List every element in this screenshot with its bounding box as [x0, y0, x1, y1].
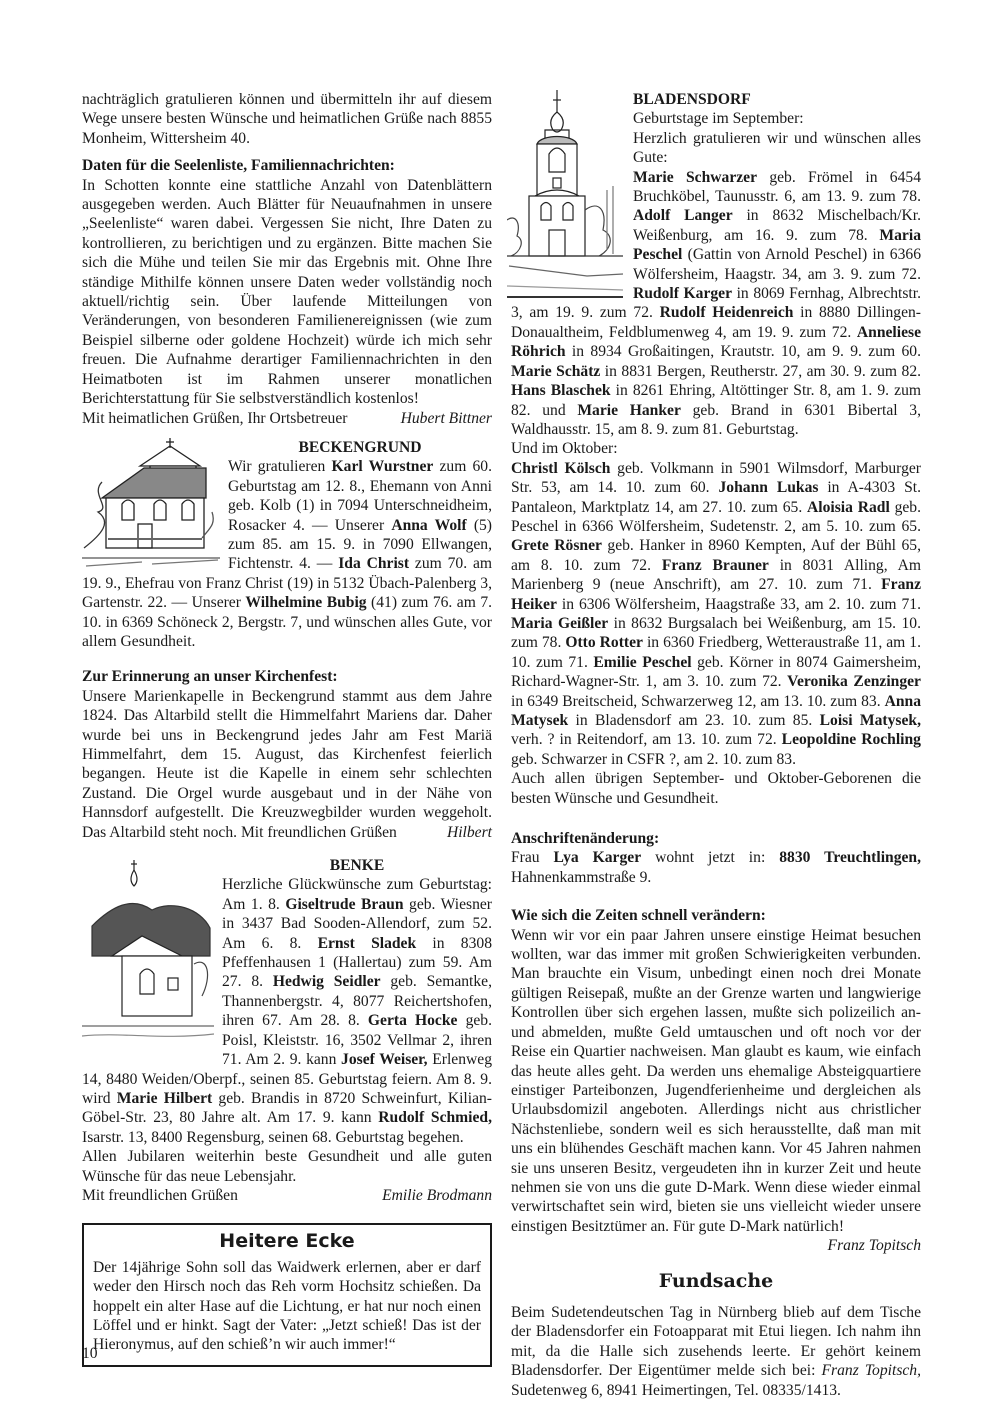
left-column: [82, 90, 492, 1367]
bladensdorf-october-heading: Und im Oktober:: [511, 440, 618, 458]
church-illustration: [507, 90, 623, 302]
church-drawing: [507, 90, 623, 302]
chapel-drawing: [82, 438, 220, 570]
seelenliste-body: In Schotten konnte eine stattliche Anzahl von Datenblättern ausgegeben werden. Auch Blätter für Neuaufnahmen in unsere „Seelenliste“ waren dabei. Vergessen Sie nicht, Ihre Daten zu kontrollieren, zu berichtigen und zu ergänzen. Bitte machen Sie sich die Mühe und teilen Sie mir das Ergebnis mit. Ohne Ihre ständige Mithilfe können unsere Daten weder vollständig noch aktuell/richtig sein. Über laufende Mitteilungen von Veränderungen, von besonderen Familienereignissen (wie zum Beispiel silberne oder goldene Hochzeit) würde ich mich sehr freuen. Die Aufnahme derartiger Familiennachrichten in den Heimatboten ist im Rahmen unserer monatlichen Berichterstattung für Sie selbstverständlich kostenlos!: [82, 176, 492, 408]
heitere-ecke-body: Der 14jährige Sohn soll das Waidwerk erlernen, aber er darf weder den Hirsch noch das Reh vorm Hochsitz schießen. Da hoppelt ein alter Hase auf die Lichtung, er hat nur noch einen Löffel und er hinkt. Sagt der Vater: „Jetzt schieß! Das ist der Hieronymus, auf den schieß’n wir auch immer!“: [93, 1258, 481, 1354]
benke-signoff: [82, 1186, 492, 1205]
bladensdorf-greet: Herzlich gratulieren wir und wünschen alles Gute:: [633, 129, 921, 167]
seelenliste-closing: Mit heimatlichen Grüßen, Ihr Ortsbetreuer: [82, 409, 348, 427]
page-number: 10: [82, 1345, 98, 1362]
zeiten-heading: Wie sich die Zeiten schnell verändern:: [511, 907, 766, 925]
heitere-ecke-box: [82, 1223, 492, 1366]
heitere-ecke-title: Heitere Ecke: [219, 1230, 355, 1253]
benke-section: [82, 856, 492, 1205]
right-column: [511, 90, 921, 1400]
seelenliste-heading: Daten für die Seelenliste, Familiennachrichten:: [82, 157, 395, 175]
fundsache-title: Fundsache: [658, 1269, 774, 1292]
bladensdorf-section: [511, 90, 921, 808]
benke-body: Herzliche Glückwünsche zum Geburtstag: Am 1. 8. Giseltrude Braun geb. Wiesner in 3437 Bad Sooden-Allendorf, zum 52. Am 6. 8. Ernst Sladek in 8308 Pfeffenhausen 1 (Hallertau) zum 59. Am 27. 8. Hedwig Seidler geb. Semantke, Thannenbergstr. 4, 8077 Reichertshofen, ihren 67. Am 28. 8. Gerta Hocke geb. Poisl, Kleiststr. 16, 3502 Vellmar 2, ihren 71. Am 2. 9. kann Josef Weiser, Erlenweg 14, 8480 Weiden/Oberpf., seinen 85. Geburtstag feiern. Am 8. 9. wird Marie Hilbert geb. Brandis in 8720 Schweinfurt, Kilian-Göbel-Str. 23, 80 Jahre alt. Am 17. 9. kann Rudolf Schmied, Isarstr. 13, 8400 Regensburg, seinen 68. Geburtstag begehen.: [82, 876, 492, 1146]
anschrift-heading: Anschriftenänderung:: [511, 830, 660, 848]
bladensdorf-title: BLADENSDORF: [633, 91, 751, 108]
bladensdorf-september-list: Marie Schwarzer geb. Frömel in 6454 Bruchköbel, Taunusstr. 6, am 13. 9. zum 78. Adolf Langer in 8632 Mischelbach/Kr. Weißenburg, am 16. 9. zum 78. Maria Peschel (Gattin von Arnold Peschel) in 6366 Wölfersheim, Haagstr. 34, am 3. 9. zum 72. Rudolf Karger in 8069 Fernhag, Albrechtstr. 3, am 19. 9. zum 72. Rudolf Heidenreich in 8880 Dillingen-Donaualtheim, Feldblumenweg 4, am 19. 9. zum 72. Anneliese Röhrich in 8934 Großaitingen, Krautstr. 10, am 9. 9. zum 60. Marie Schätz in 8831 Bergen, Reutherstr. 27, am 30. 9. zum 82. Hans Blaschek in 8261 Ehring, Altöttinger Str. 8, am 1. 9. zum 82. und Marie Hanker geb. Brand in 6301 Bibertal 3, Waldhausstr. 15, am 8. 9. zum 81. Geburtstag.: [511, 168, 922, 438]
beckengrund-section: [82, 438, 492, 651]
seelenliste-signature: Hubert Bittner: [400, 409, 492, 427]
kirchenfest-heading: Zur Erinnerung an unser Kirchenfest:: [82, 668, 338, 686]
kirchenfest-signature: Hilbert: [446, 823, 492, 841]
kirchenfest-body: Unsere Marienkapelle in Beckengrund stammt aus dem Jahre 1824. Das Altarbild stellt die Himmelfahrt Mariens dar. Daher wurde bei uns in Beckengrund jedes Jahr am Fest Mariä Himmelfahrt, dem 15. August, das Kirchenfest feierlich begangen. Heute ist die Kapelle in einem sehr schlechten Zustand. Die Orgel wurde ausgebaut und in der Nähe von Hannsdorf aufgestellt. Die Kreuzwegbilder wurden weggeholt. Das Altarbild steht noch. Mit freundlichen Grüßen Hilbert: [82, 687, 492, 841]
bladensdorf-rest: Auch allen übrigen September- und Oktober-Geborenen die besten Wünsche und Gesundheit.: [511, 770, 921, 807]
chapel-illustration: [82, 438, 220, 570]
benke-signature: Emilie Brodmann: [382, 1186, 492, 1204]
beckengrund-body: Wir gratulieren Karl Wurstner zum 60. Geburtstag am 12. 8., Ehemann von Anni geb. Kolb (1) in 7094 Unterschneidheim, Rosacker 4. — Unserer Anna Wolf (5) zum 85. am 15. 9. in 7090 Ellwangen, Fichtenstr. 4. — Ida Christ zum 70. am 19. 9., Ehefrau von Franz Christ (19) in 5132 Übach-Palenberg 3, Gartenstr. 22. — Unserer Wilhelmine Bubig (41) zum 76. am 7. 10. in 6369 Schöneck 2, Bergstr. 7, und wünschen alles Gute, vor allem Gesundheit.: [82, 458, 493, 650]
anschrift-body: Frau Lya Karger wohnt jetzt in: 8830 Treuchtlingen, Hahnenkammstraße 9.: [511, 849, 921, 886]
fundsache-body: Beim Sudetendeutschen Tag in Nürnberg blieb auf dem Tische der Bladensdorfer ein Fotoapparat mit Etui liegen. Ich nahm ihn mit, da die Halle sich zusehends leerte. Er gehört keinem Bladensdorfer. Der Eigentümer melde sich bei: Franz Topitsch, Sudetenweg 6, 8941 Heimertingen, Tel. 08335/1413.: [511, 1303, 922, 1399]
zeiten-signature: Franz Topitsch: [827, 1237, 921, 1255]
seelenliste-signoff: [82, 409, 492, 428]
bladensdorf-october-list: Christl Kölsch geb. Volkmann in 5901 Wilmsdorf, Marburger Str. 53, am 14. 10. zum 60. Johann Lukas in A-4303 St. Pantaleon, Marktplatz 14, am 27. 10. zum 65. Aloisia Radl geb. Peschel in 6366 Wölfersheim, Sudetenstr. 2, am 5. 10. zum 65. Grete Rösner geb. Hanker in 8960 Kempten, Auf der Bühl 65, am 8. 10. zum 72. Franz Brauner in 8031 Alling, Am Marienberg 9 (neue Anschrift), am 27. 10. zum 71. Franz Heiker in 6306 Wölfersheim, Haagstraße 33, am 2. 10. zum 71. Maria Geißler in 8632 Burgsalach bei Weißenburg, am 15. 10. zum 78. Otto Rotter in 6360 Friedberg, Wetteraustraße 11, am 1. 10. zum 71. Emilie Peschel geb. Körner in 8074 Gaimersheim, Richard-Wagner-Str. 1, am 3. 10. zum 72. Veronika Zenzinger in 6349 Breitscheid, Schwarzerweg 12, am 13. 10. zum 83. Anna Matysek in Bladensdorf am 23. 10. zum 85. Loisi Matysek, verh. ? in Reitendorf, am 13. 10. zum 72. Leopoldine Rochling geb. Schwarzer in CSFR ?, am 2. 10. zum 83.: [511, 459, 922, 768]
beckengrund-title: BECKENGRUND: [298, 438, 422, 456]
intro-text: nachträglich gratulieren können und übermitteln ihr auf diesem Wege unsere besten Wünsche und heimatlichen Grüße nach 8855 Monheim, Wittersheim 40.: [82, 91, 492, 147]
benke-chapel-drawing: [82, 856, 214, 1054]
benke-title: BENKE: [329, 857, 385, 875]
benke-wishes: Allen Jubilaren weiterhin beste Gesundheit und alle guten Wünsche für das neue Lebensjahr.: [82, 1148, 492, 1185]
bladensdorf-sub: Geburtstage im September:: [633, 110, 804, 128]
benke-chapel-illustration: [82, 856, 214, 1054]
benke-closing: Mit freundlichen Grüßen: [82, 1186, 238, 1204]
zeiten-body: Wenn wir vor ein paar Jahren unsere einstige Heimat besuchen wollten, war das immer mit großen Schwierigkeiten verbunden. Man brauchte ein Visum, unbedingt einen noch drei Monate gültigen Reisepaß, mußte an der Grenze warten und langwierige Kontrollen über sich ergehen lassen, mußte sich polizeilich an- und abmelden, mußte Geld umtauschen und oft noch vor der Reise ein Quartier nachweisen. Man glaubt es kaum, wie einfach das heute alles geht. Da werden uns ehemalige Absteigquartiere einstiger Parteibonzen, Jugendferienheime und dergleichen als Urlaubsdomizil angeboten. Allerdings nicht aus christlicher Nächstenliebe, sondern weil es sich herausstellte, daß man mit uns ein blühendes Geschäft machen kann. Vor 45 Jahren nahmen sie uns unseren Besitz, vergeudeten ihn in kurzer Zeit und heute nehmen sie von uns die gute D-Mark. Wenn diese wieder einmal verwirtschaftet sein wird, bieten sie uns vielleicht wieder unsere einstigen Besitztümer an. Für gute D-Mark natürlich!: [511, 926, 921, 1235]
